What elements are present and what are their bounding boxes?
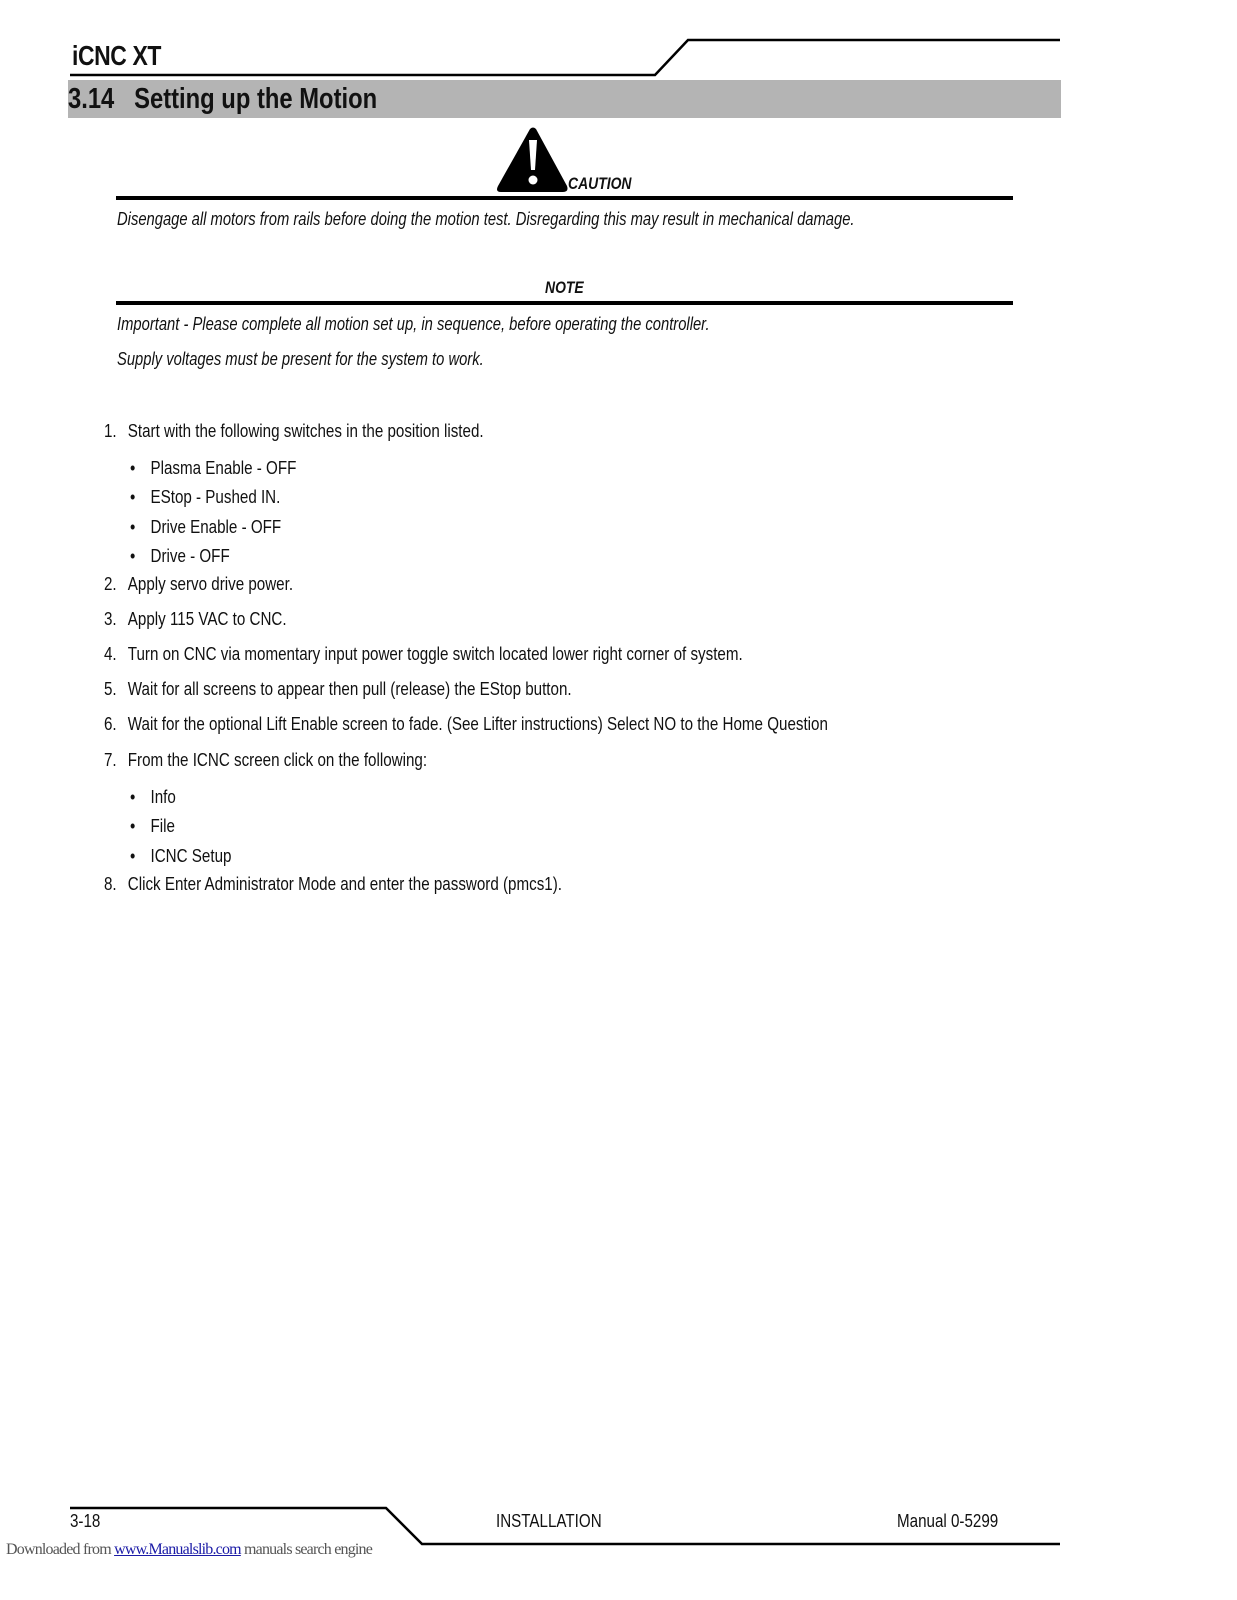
note-line: Important - Please complete all motion set up, in sequence, before operating the controller. bbox=[117, 314, 710, 334]
product-title: iCNC XT bbox=[72, 40, 161, 71]
download-suffix: manuals search engine bbox=[240, 1541, 373, 1558]
footer-page-number: 3-18 bbox=[70, 1510, 101, 1531]
footer-section: INSTALLATION bbox=[496, 1510, 602, 1531]
step-item: 4. Turn on CNC via momentary input power toggle switch located lower right corner of system. bbox=[104, 643, 743, 664]
step-item: 1. Start with the following switches in the position listed. bbox=[104, 420, 484, 441]
bullet-item: • Info bbox=[130, 786, 176, 807]
note-line: Supply voltages must be present for the system to work. bbox=[117, 349, 484, 369]
warning-triangle-icon bbox=[493, 126, 573, 196]
bullet-item: • EStop - Pushed IN. bbox=[130, 486, 281, 507]
bullet-item: • File bbox=[130, 815, 175, 836]
bullet-item: • ICNC Setup bbox=[130, 845, 232, 866]
header-rule bbox=[0, 0, 1237, 80]
download-prefix: Downloaded from bbox=[6, 1541, 115, 1558]
footer-manual-number: Manual 0-5299 bbox=[897, 1510, 999, 1531]
step-item: 3. Apply 115 VAC to CNC. bbox=[104, 608, 287, 629]
caution-rule bbox=[116, 196, 1013, 200]
section-title: 3.14 Setting up the Motion bbox=[68, 83, 378, 115]
note-label: NOTE bbox=[545, 278, 584, 297]
bullet-item: • Drive - OFF bbox=[130, 545, 230, 566]
step-item: 7. From the ICNC screen click on the following: bbox=[104, 749, 428, 770]
caution-label: CAUTION bbox=[568, 174, 632, 193]
step-item: 2. Apply servo drive power. bbox=[104, 573, 294, 594]
manualslib-link[interactable]: www.Manualslib.com bbox=[114, 1541, 241, 1558]
step-item: 5. Wait for all screens to appear then pull (release) the EStop button. bbox=[104, 678, 572, 699]
note-rule bbox=[116, 301, 1013, 305]
bullet-item: • Drive Enable - OFF bbox=[130, 516, 282, 537]
step-item: 6. Wait for the optional Lift Enable screen to fade. (See Lifter instructions) Select NO to the Home Question bbox=[104, 713, 828, 734]
caution-text: Disengage all motors from rails before doing the motion test. Disregarding this may result in mechanical damage. bbox=[117, 209, 855, 229]
bullet-item: • Plasma Enable - OFF bbox=[130, 457, 297, 478]
download-banner bbox=[6, 1541, 372, 1559]
step-item: 8. Click Enter Administrator Mode and enter the password (pmcs1). bbox=[104, 873, 562, 894]
